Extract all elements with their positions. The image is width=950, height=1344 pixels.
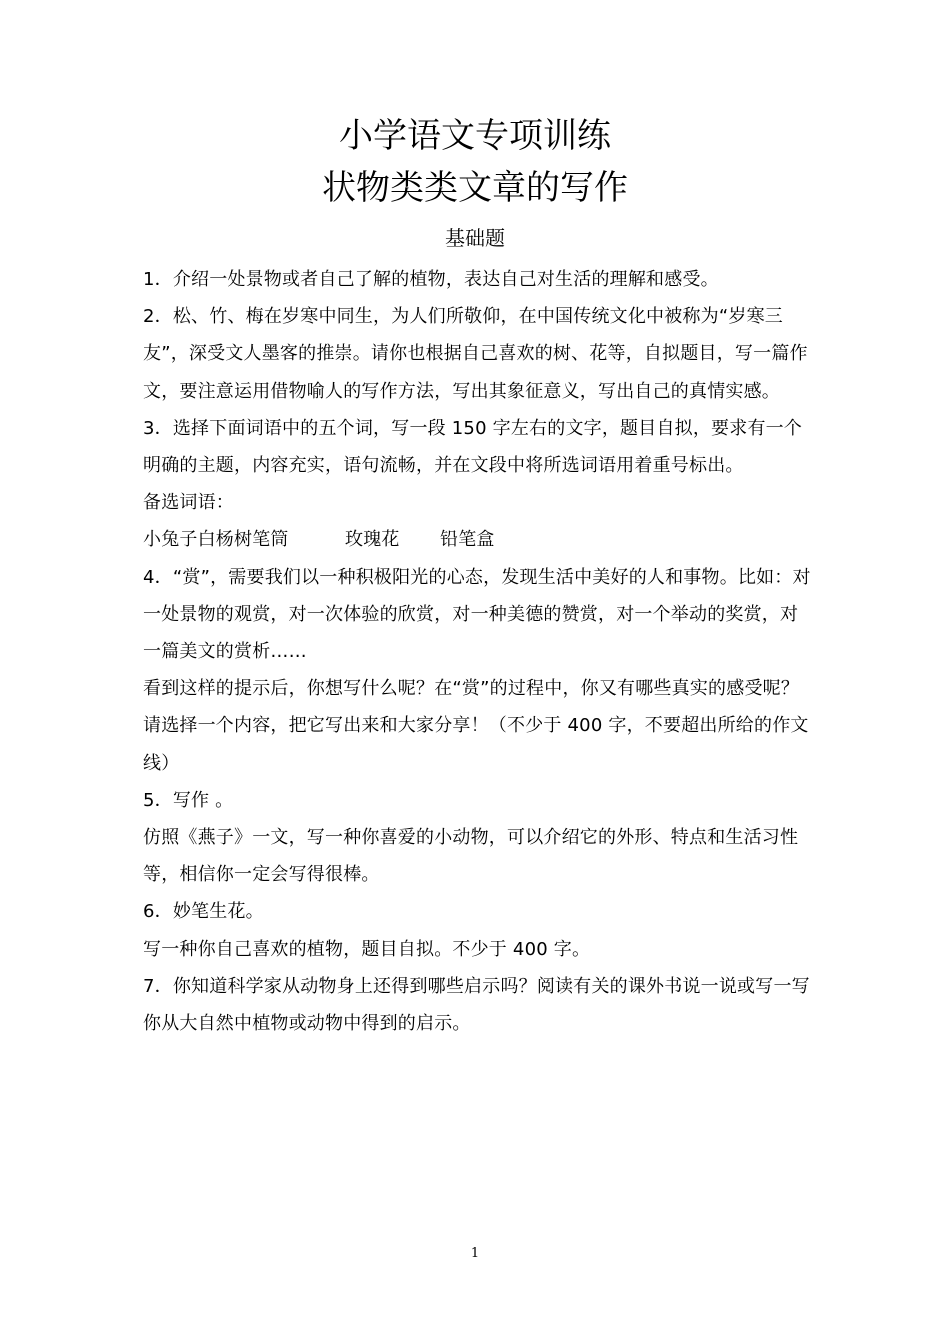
question-7: 7．你知道科学家从动物身上还得到哪些启示吗？阅读有关的课外书说一说或写一写你从大自然中植物或动物中得到的启示。 xyxy=(143,975,810,1035)
page-number: 1 xyxy=(470,1246,480,1261)
question-6: 6．妙笔生花。 xyxy=(143,901,264,923)
document-title-line1: 小学语文专项训练 xyxy=(339,116,611,156)
question-5-prompt: 仿照《燕子》一文，写一种你喜爱的小动物，可以介绍它的外形、特点和生活习性等，相信你一定会写得很棒。 xyxy=(143,827,799,886)
document-body xyxy=(143,261,811,1042)
question-2: 2．松、竹、梅在岁寒中同生，为人们所敬仰，在中国传统文化中被称为“岁寒三友”，深受文人墨客的推崇。请你也根据自己喜欢的树、花等，自拟题目，写一篇作文，要注意运用借物喻人的写作方法，写出其象征意义，写出自己的真情实感。 xyxy=(143,306,808,402)
question-3: 3．选择下面词语中的五个词，写一段 150 字左右的文字，题目自拟，要求有一个明确的主题，内容充实，语句流畅，并在文段中将所选词语用着重号标出。 xyxy=(143,417,803,477)
vocab-word: 玫瑰花 xyxy=(345,529,400,551)
vocab-label: 备选词语： xyxy=(143,492,234,514)
vocab-word: 小兔子白杨树笔筒 xyxy=(143,529,289,551)
question-1: 1．介绍一处景物或者自己了解的植物，表达自己对生活的理解和感受。 xyxy=(143,269,719,290)
question-4: 4．“赏”，需要我们以一种积极阳光的心态，发现生活中美好的人和事物。比如：对一处景物的观赏，对一次体验的欣赏，对一种美德的赞赏，对一个举动的奖赏，对一篇美文的赏析…… xyxy=(143,566,811,663)
section-heading: 基础题 xyxy=(445,226,505,250)
document-title-line2: 状物类类文章的写作 xyxy=(322,168,628,208)
vocab-word: 铅笔盒 xyxy=(440,529,495,551)
question-5: 5．写作 。 xyxy=(143,789,234,811)
vocab-list xyxy=(143,521,811,558)
question-6-prompt: 写一种你自己喜欢的植物，题目自拟。不少于 400 字。 xyxy=(143,938,591,960)
question-4-prompt: 看到这样的提示后，你想写什么呢？在“赏”的过程中，你又有哪些真实的感受呢？请选择一个内容，把它写出来和大家分享！（不少于 400 字，不要超出所给的作文线） xyxy=(143,678,809,774)
